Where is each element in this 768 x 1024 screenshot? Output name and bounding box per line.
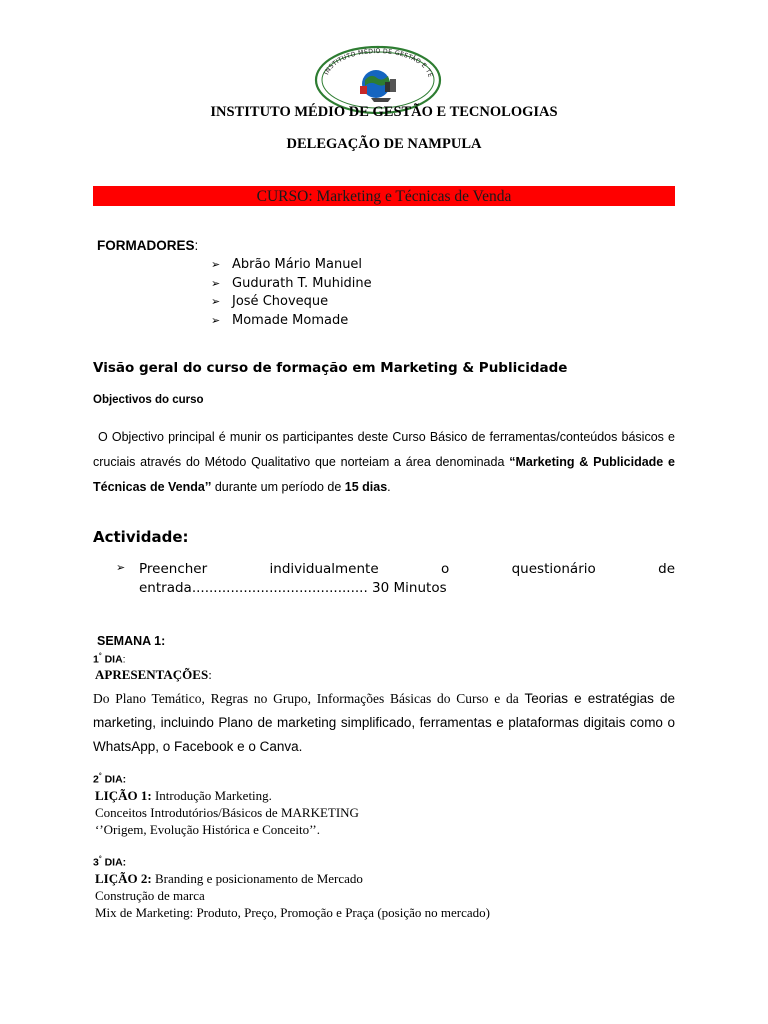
- course-banner: [93, 186, 675, 206]
- trainers-list: [211, 256, 372, 330]
- list-item: ➢ Abrão Mário Manuel: [211, 256, 372, 275]
- day3-heading: 3° DIA:: [93, 856, 127, 869]
- institute-name: INSTITUTO MÉDIO DE GESTÃO E TECNOLOGIAS: [210, 104, 558, 120]
- day1-title: APRESENTAÇÕES:: [95, 667, 212, 682]
- trainers-heading: FORMADORES:: [97, 238, 199, 253]
- day3-item: Mix de Marketing: Produto, Preço, Promoção e Praça (posição no mercado): [95, 905, 490, 920]
- overview-title: Visão geral do curso de formação em Marketing & Publicidade: [93, 360, 568, 376]
- arrow-bullet-icon: ➢: [211, 313, 221, 327]
- delegation-name: DELEGAÇÃO DE NAMPULA: [286, 136, 482, 152]
- week-heading: SEMANA 1:: [97, 634, 166, 648]
- objectives-heading: Objectivos do curso: [93, 394, 204, 406]
- list-item: ➢ Momade Momade: [211, 312, 372, 331]
- day3-lesson: LIÇÃO 2: Branding e posicionamento de Mercado: [95, 871, 363, 886]
- day3-item: Construção de marca: [95, 888, 205, 903]
- arrow-bullet-icon: ➢: [211, 276, 221, 290]
- arrow-bullet-icon: ➢: [116, 561, 126, 574]
- day2-item: ‘’Origem, Evolução Histórica e Conceito’’.: [95, 822, 321, 837]
- list-item: ➢ José Choveque: [211, 293, 372, 312]
- day2-lesson: LIÇÃO 1: Introdução Marketing.: [95, 788, 272, 803]
- day1-heading: 1° DIA:: [93, 653, 126, 666]
- activity-item: ➢ Preencher individualmente o questionário de entrada......................................... 30 Minutos: [116, 561, 675, 596]
- logo-text: INSTITUTO MÉDIO DE GESTÃO E TE: [323, 47, 434, 79]
- day1-description: Do Plano Temático, Regras no Grupo, Informações Básicas do Curso e da Teorias e estratégias de marketing, incluindo Plano de marketing simplificado, ferramentas e plataformas digitais como o WhatsApp, o Facebook e o Canva.: [93, 691, 675, 754]
- course-title: CURSO: Marketing e Técnicas de Venda: [256, 188, 512, 205]
- arrow-bullet-icon: ➢: [211, 295, 221, 308]
- activity-title: Actividade:: [93, 528, 189, 546]
- day2-item: Conceitos Introdutórios/Básicos de MARKETING: [95, 805, 359, 820]
- list-item: ➢ Gudurath T. Muhidine: [211, 275, 372, 294]
- objectives-paragraph: O Objectivo principal é munir os participantes deste Curso Básico de ferramentas/conteúdos básicos e cruciais através do Método Qualitativo que norteiam a área denominada “Marketing & Publicidade e Técnicas de Venda’’ durante um período de 15 dias.: [93, 430, 675, 494]
- day2-heading: 2° DIA:: [93, 773, 127, 786]
- arrow-bullet-icon: ➢: [211, 258, 221, 271]
